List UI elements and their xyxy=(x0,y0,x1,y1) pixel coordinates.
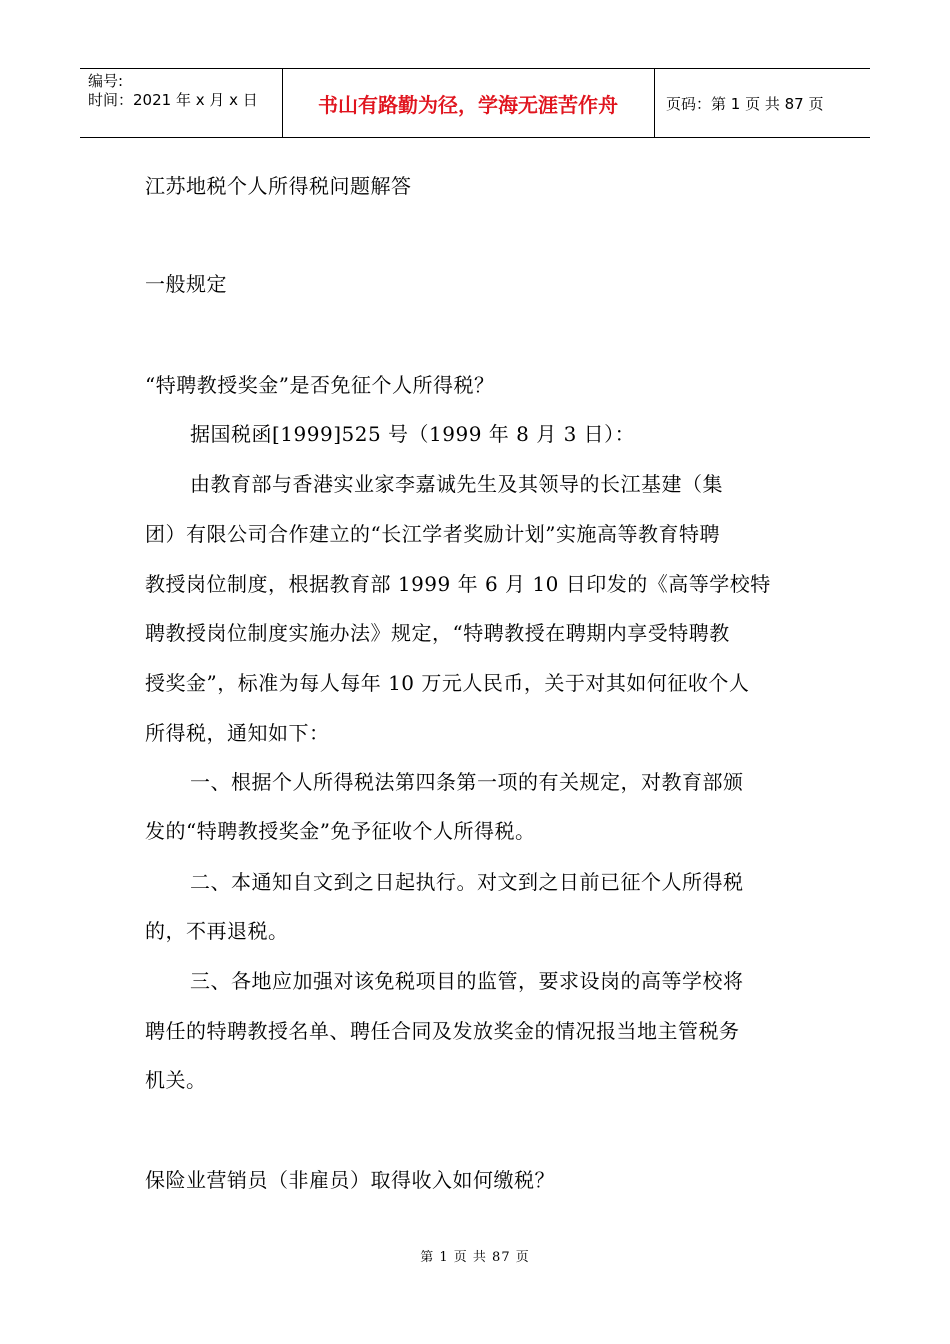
paragraph-line: 聘教授岗位制度实施办法》规定，“特聘教授在聘期内享受特聘教 xyxy=(145,621,730,645)
list-item-line: 一、根据个人所得税法第四条第一项的有关规定，对教育部颁 xyxy=(190,770,744,794)
header-page-info: 页码：第 1 页 共 87 页 xyxy=(666,94,824,113)
header-motto: 书山有路勤为径，学海无涯苦作舟 xyxy=(318,92,618,117)
paragraph-line: 团）有限公司合作建立的“长江学者奖励计划”实施高等教育特聘 xyxy=(145,522,720,546)
list-item-line: 发的“特聘教授奖金”免予征收个人所得税。 xyxy=(145,819,536,843)
paragraph-line: 教授岗位制度，根据教育部 1999 年 6 月 10 日印发的《高等学校特 xyxy=(145,572,771,596)
list-item-line: 二、本通知自文到之日起执行。对文到之日前已征个人所得税 xyxy=(190,870,744,894)
serial-number-label: 编号: xyxy=(88,72,124,90)
list-item-line: 的，不再退税。 xyxy=(145,919,289,943)
date-label: 时间：2021 年 x 月 x 日 xyxy=(88,91,258,109)
paragraph-line: 授奖金”，标准为每人每年 10 万元人民币，关于对其如何征收个人 xyxy=(145,671,750,695)
header-divider xyxy=(654,69,655,137)
page-footer: 第 1 页 共 87 页 xyxy=(420,1250,530,1265)
paragraph-line: 所得税，通知如下： xyxy=(145,721,330,745)
list-item-line: 机关。 xyxy=(145,1068,207,1092)
question-heading: “特聘教授奖金”是否免征个人所得税？ xyxy=(145,373,495,397)
document-title: 江苏地税个人所得税问题解答 xyxy=(145,174,412,198)
section-heading: 一般规定 xyxy=(145,272,227,296)
list-item-line: 聘任的特聘教授名单、聘任合同及发放奖金的情况报当地主管税务 xyxy=(145,1019,740,1043)
paragraph-line: 由教育部与香港实业家李嘉诚先生及其领导的长江基建（集 xyxy=(190,472,723,496)
list-item-line: 三、各地应加强对该免税项目的监管，要求设岗的高等学校将 xyxy=(190,969,744,993)
header-meta xyxy=(88,72,258,110)
document-header xyxy=(80,68,870,138)
reference-line: 据国税函[1999]525 号（1999 年 8 月 3 日）： xyxy=(190,422,636,446)
question-heading: 保险业营销员（非雇员）取得收入如何缴税？ xyxy=(145,1168,555,1192)
